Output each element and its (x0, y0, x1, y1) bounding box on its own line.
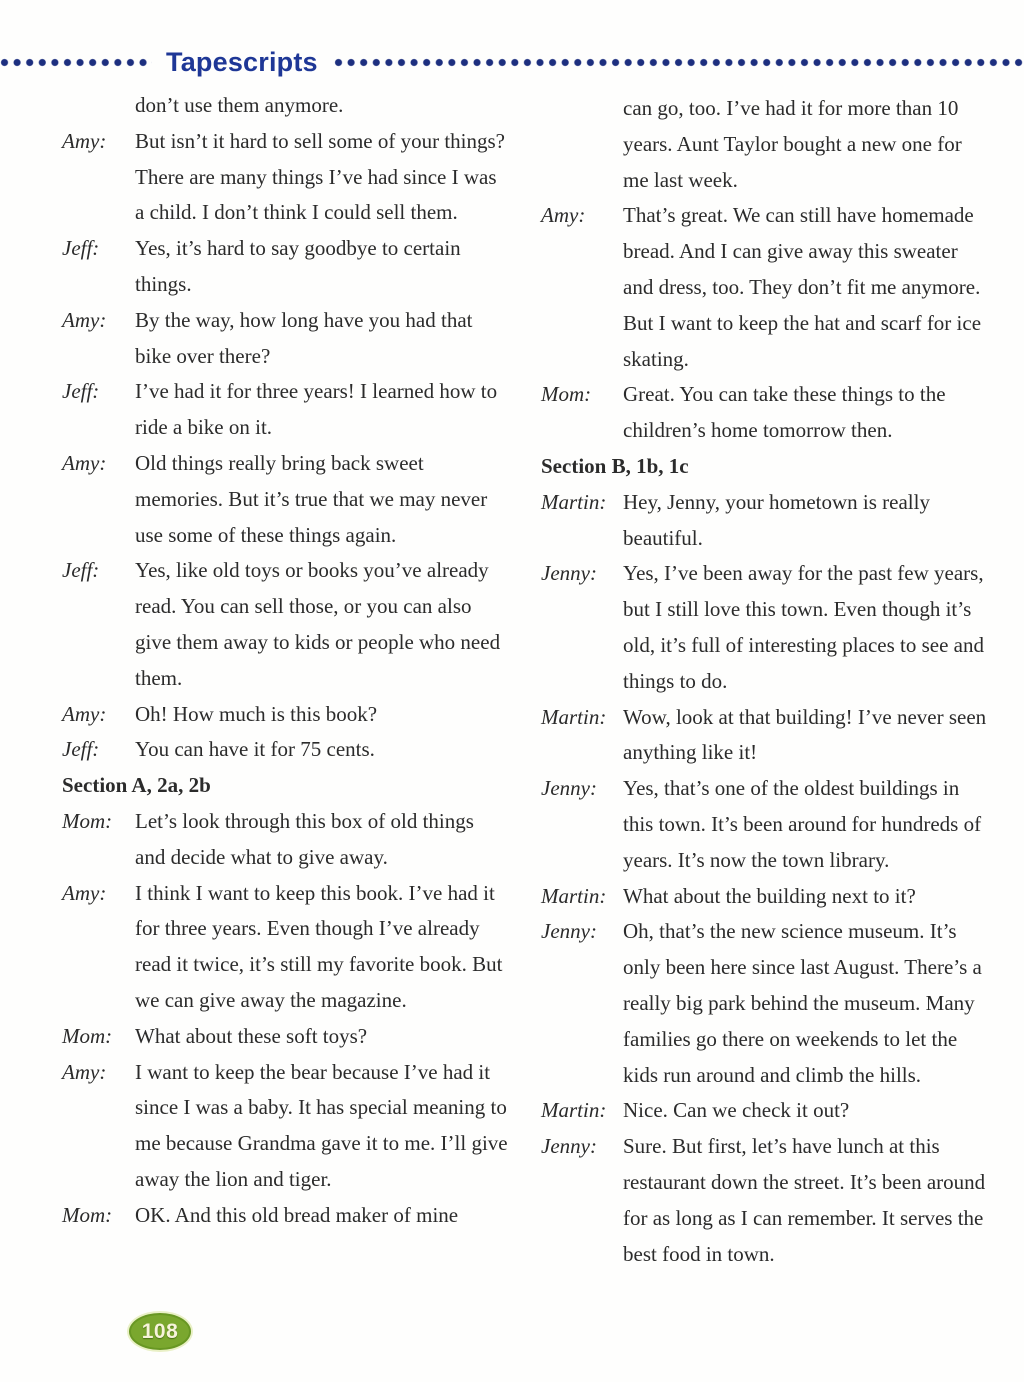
speaker-label: Martin: (541, 1098, 607, 1123)
dialogue-text: By the way, how long have you had that bike over there? (135, 307, 473, 368)
dotted-rule-left (0, 58, 152, 67)
dialogue-text: That’s great. We can still have homemade bread. And I can give away this sweater and dress, too. They don’t fit me anymore. But I want to keep the hat and scarf for ice skating. (623, 203, 982, 371)
section-heading: Section B, 1b, 1c (541, 453, 689, 478)
dialogue-text: Oh! How much is this book? (135, 701, 378, 726)
dialogue-row (62, 732, 509, 768)
dialogue-text: Hey, Jenny, your hometown is really beautiful. (623, 489, 930, 550)
speaker-label: Amy: (62, 128, 107, 153)
dialogue-text: You can have it for 75 cents. (135, 737, 375, 762)
dialogue-row (541, 1093, 991, 1129)
dialogue-text: Great. You can take these things to the children’s home tomorrow then. (623, 382, 946, 443)
dialogue-row (62, 303, 509, 375)
dialogue-row (62, 231, 509, 303)
right-column (541, 91, 991, 1272)
speaker-label: Amy: (62, 880, 107, 905)
dialogue-row (62, 1019, 509, 1055)
dialogue-text: Oh, that’s the new science museum. It’s only been here since last August. There’s a really big park behind the museum. Many families go there on weekends to let the kids run around and climb the hills. (623, 919, 982, 1087)
dialogue-row (541, 485, 991, 557)
dialogue-row (62, 446, 509, 553)
dialogue-text: Let’s look through this box of old things and decide what to give away. (135, 808, 474, 869)
dialogue-row (62, 374, 509, 446)
dialogue-row (541, 700, 991, 772)
speaker-label: Jeff: (62, 558, 100, 583)
speaker-label: Jeff: (62, 737, 100, 762)
dialogue-text: But isn’t it hard to sell some of your things? There are many things I’ve had since I was a child. I don’t think I could sell them. (135, 128, 506, 225)
dialogue-row (541, 198, 991, 377)
page-title: Tapescripts (166, 46, 318, 77)
dialogue-row (62, 876, 509, 1019)
speaker-label: Jenny: (541, 776, 597, 801)
dialogue-row (62, 88, 509, 124)
speaker-label: Jeff: (62, 379, 100, 404)
dialogue-text: What about these soft toys? (135, 1023, 368, 1048)
dialogue-row (62, 697, 509, 733)
section-heading: Section A, 2a, 2b (62, 773, 211, 798)
dialogue-row (541, 377, 991, 449)
speaker-label: Amy: (62, 701, 107, 726)
speaker-label: Amy: (62, 450, 107, 475)
dialogue-row (541, 556, 991, 699)
dialogue-row (62, 804, 509, 876)
dialogue-row (62, 1198, 509, 1234)
speaker-label: Amy: (541, 203, 586, 228)
dialogue-row (62, 124, 509, 231)
dialogue-row (62, 1055, 509, 1198)
dialogue-text: Wow, look at that building! I’ve never seen anything like it! (623, 704, 987, 765)
dialogue-row (541, 879, 991, 915)
dialogue-row (541, 1129, 991, 1272)
dialogue-text: I think I want to keep this book. I’ve had it for three years. Even though I’ve already read it twice, it’s still my favorite book. But we can give away the magazine. (135, 880, 503, 1012)
dialogue-text: Old things really bring back sweet memories. But it’s true that we may never use some of these things again. (135, 450, 488, 547)
speaker-label: Mom: (62, 1023, 113, 1048)
dialogue-text: OK. And this old bread maker of mine (135, 1202, 459, 1227)
dialogue-text: Yes, that’s one of the oldest buildings in this town. It’s been around for hundreds of years. It’s now the town library. (623, 776, 982, 872)
dotted-rule-right (334, 58, 1024, 67)
speaker-label: Jenny: (541, 561, 597, 586)
dialogue-text: Yes, I’ve been away for the past few years, but I still love this town. Even though it’s old, it’s full of interesting places to see and things to do. (623, 561, 984, 693)
page-number-badge (129, 1313, 191, 1350)
dialogue-text: can go, too. I’ve had it for more than 10 years. Aunt Taylor bought a new one for me last week. (623, 96, 962, 192)
dialogue-text: I’ve had it for three years! I learned how to ride a bike on it. (135, 379, 498, 440)
speaker-label: Amy: (62, 1059, 107, 1084)
dialogue-row (541, 914, 991, 1093)
speaker-label: Jenny: (541, 919, 597, 944)
dialogue-text: Yes, it’s hard to say goodbye to certain things. (135, 236, 461, 296)
dialogue-text: I want to keep the bear because I’ve had it since I was a baby. It has special meaning to me because Grandma gave it to me. I’ll give away the lion and tiger. (135, 1059, 508, 1191)
speaker-label: Martin: (541, 883, 607, 908)
dialogue-text: don’t use them anymore. (135, 93, 344, 117)
dialogue-text: Yes, like old toys or books you’ve already read. You can sell those, or you can also give them away to kids or people who need them. (135, 558, 501, 690)
speaker-label: Amy: (62, 307, 107, 332)
speaker-label: Martin: (541, 704, 607, 729)
speaker-label: Jenny: (541, 1134, 597, 1159)
dialogue-row (541, 771, 991, 878)
speaker-label: Mom: (62, 808, 113, 833)
speaker-label: Mom: (62, 1202, 113, 1227)
dialogue-text: Nice. Can we check it out? (623, 1098, 850, 1123)
dialogue-row (62, 553, 509, 696)
left-column (62, 88, 509, 1234)
speaker-label: Jeff: (62, 236, 100, 261)
page-header (0, 44, 1024, 80)
page-number: 108 (141, 1319, 179, 1343)
speaker-label: Mom: (541, 382, 592, 407)
speaker-label: Martin: (541, 489, 607, 514)
dialogue-text: Sure. But first, let’s have lunch at this restaurant down the street. It’s been around for as long as I can remember. It serves the best food in town. (623, 1134, 986, 1266)
dialogue-text: What about the building next to it? (623, 883, 916, 908)
dialogue-row (541, 91, 991, 198)
